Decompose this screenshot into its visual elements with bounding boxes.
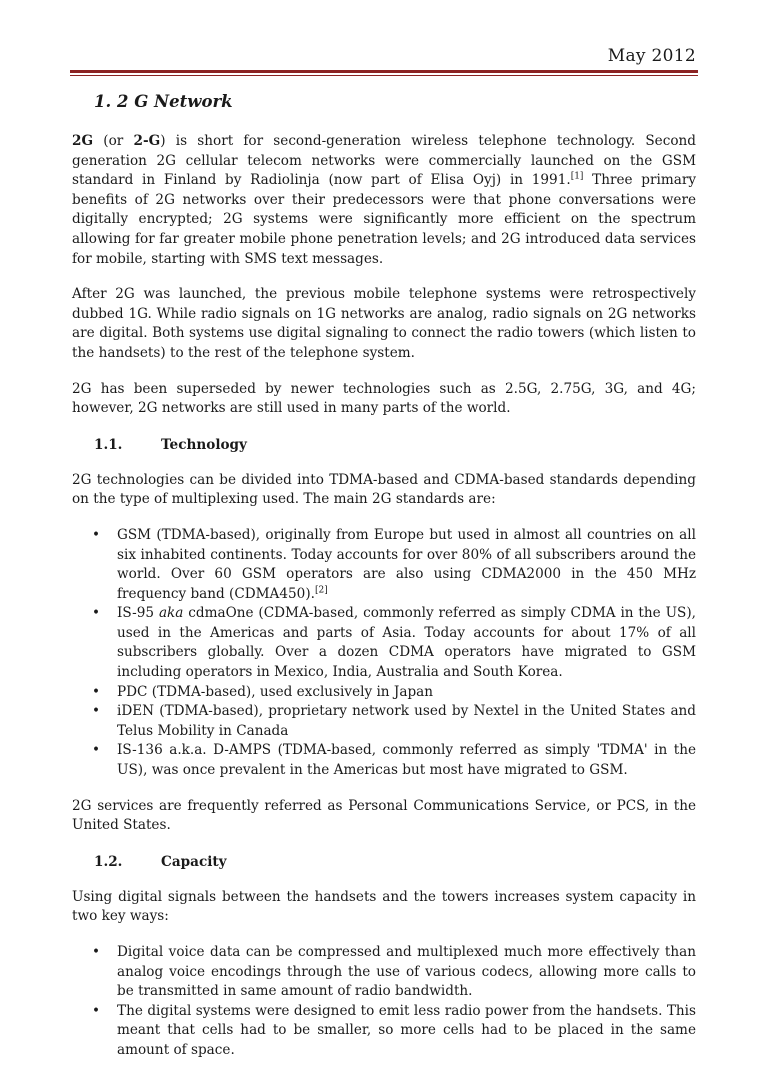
bullet-icon: • xyxy=(92,605,101,622)
capacity-list xyxy=(72,943,696,1061)
intro-paragraph-3: 2G has been superseded by newer technologies such as 2.5G, 2.75G, 3G, and 4G; however, 2G networks are still used in many parts of the world. xyxy=(72,380,696,417)
bullet-icon: • xyxy=(92,742,101,759)
subsection-title: Technology xyxy=(161,436,247,453)
list-item-text: IS-95 xyxy=(117,605,159,622)
subsection-heading-technology xyxy=(94,435,696,455)
intro-p1-text2: Three primary benefits of 2G networks over their predecessors were that phone conversations were digitally encrypted; 2G systems were significantly more efficient on the spectrum allowing for far greater mobile phone penetration levels; and 2G introduced data services for mobile, starting with SMS text messages. xyxy=(72,172,696,267)
list-item xyxy=(72,702,696,741)
bullet-icon: • xyxy=(92,703,101,720)
header-date: May 2012 xyxy=(607,46,696,66)
list-item xyxy=(72,604,696,682)
technology-intro: 2G technologies can be divided into TDMA-based and CDMA-based standards depending on the type of multiplexing used. The main 2G standards are: xyxy=(72,471,696,508)
list-item xyxy=(72,526,696,604)
intro-p1-text: ) is short for second-generation wireless telephone technology. Second generation 2G cellular telecom networks were commercially launched on the GSM standard in Finland by Radiolinja (now part of Elisa Oyj) in 1991. xyxy=(72,133,696,189)
list-item xyxy=(72,1002,696,1061)
subsection-number: 1.2. xyxy=(94,853,123,870)
intro-paragraph-2: After 2G was launched, the previous mobile telephone systems were retrospectively dubbed 1G. While radio signals on 1G networks are analog, radio signals on 2G networks are digital. Both systems use digital signaling to connect the radio towers (which listen to the handsets) to the rest of the telephone system. xyxy=(72,286,696,361)
capacity-intro: Using digital signals between the handsets and the towers increases system capacity in two key ways: xyxy=(72,888,696,925)
list-item-text: PDC (TDMA-based), used exclusively in Japan xyxy=(117,683,434,700)
bullet-icon: • xyxy=(92,1002,101,1019)
list-item-text: Digital voice data can be compressed and multiplexed much more effectively than analog voice encodings through the use of various codecs, allowing more calls to be transmitted in same amount of radio bandwidth. xyxy=(117,944,696,1000)
list-item-text: IS-136 a.k.a. D-AMPS (TDMA-based, commonly referred as simply 'TDMA' in the US), was once prevalent in the Americas but most have migrated to GSM. xyxy=(117,742,696,779)
list-item-text: The digital systems were designed to emit less radio power from the handsets. This meant that cells had to be smaller, so more cells had to be placed in the same amount of space. xyxy=(117,1002,696,1058)
technology-outro: 2G services are frequently referred as Personal Communications Service, or PCS, in the United States. xyxy=(72,797,696,834)
header-rule-thin xyxy=(70,75,698,76)
intro-paragraph-1 xyxy=(72,132,696,269)
list-item-text: iDEN (TDMA-based), proprietary network used by Nextel in the United States and Telus Mobility in Canada xyxy=(117,703,696,739)
section-number: 1. xyxy=(94,92,112,111)
list-item-italic: aka xyxy=(158,605,184,622)
list-item-text: GSM (TDMA-based), originally from Europe but used in almost all countries on all six inhabited continents. Today accounts for over 80% of all subscribers around the world. Over 60 GSM operators are also using CDMA2000 in the 450 MHz frequency band (CDMA450). xyxy=(117,526,696,602)
subsection-heading-capacity xyxy=(94,852,696,872)
bullet-icon: • xyxy=(92,526,101,543)
section-heading xyxy=(94,90,696,114)
list-item xyxy=(72,943,696,1002)
standards-list xyxy=(72,526,696,781)
header-rule-thick xyxy=(70,70,698,73)
intro-p1-pre-alt: (or xyxy=(93,133,134,149)
reference-link-1[interactable]: [1] xyxy=(570,171,584,182)
term-2g-alt: 2-G xyxy=(133,133,161,149)
section-title: 2 G Network xyxy=(116,92,233,111)
bullet-icon: • xyxy=(92,944,101,960)
subsection-number: 1.1. xyxy=(94,436,123,453)
reference-link-2[interactable]: [2] xyxy=(314,585,328,596)
subsection-title: Capacity xyxy=(161,853,227,870)
bullet-icon: • xyxy=(92,683,101,700)
document-body xyxy=(72,90,696,1077)
term-2g: 2G xyxy=(72,133,94,149)
list-item xyxy=(72,683,696,703)
list-item xyxy=(72,741,696,780)
list-item-text: cdmaOne (CDMA-based, commonly referred as simply CDMA in the US), used in the Americas and parts of Asia. Today accounts for about 17% of all subscribers globally. Over a dozen CDMA operators have migrated to GSM including operators in Mexico, India, Australia and South Korea. xyxy=(117,605,696,681)
